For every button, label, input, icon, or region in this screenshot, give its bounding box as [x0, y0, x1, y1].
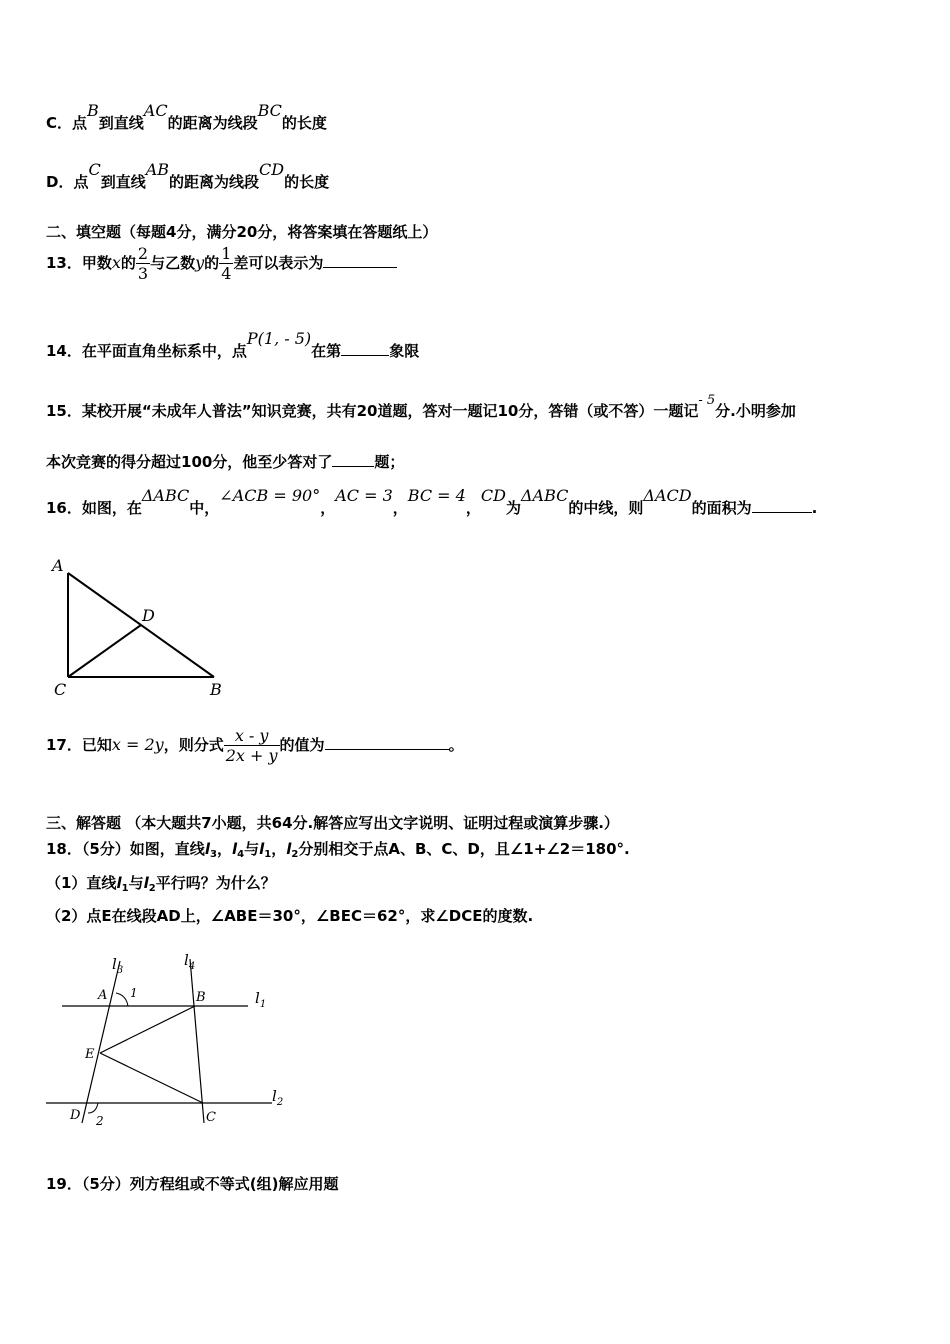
angle-2-arc	[88, 1103, 98, 1113]
label-c: C	[206, 1110, 216, 1125]
parallel-lines-figure	[40, 945, 300, 1150]
question-19: 19．（5分）列方程组或不等式(组)解应用题	[46, 1175, 339, 1193]
answer-blank[interactable]	[341, 355, 389, 356]
question-18-part-2: （2）点E在线段AD上，∠ABE＝30°，∠BEC＝62°，求∠DCE的度数.	[46, 907, 534, 925]
line-l4	[190, 959, 204, 1123]
label-a: A	[52, 556, 64, 575]
question-15-line-1: 15．某校开展“未成年人普法”知识竞赛，共有20道题，答对一题记10分，答错（或不答）一题记- 5分.小明参加	[46, 393, 796, 420]
answer-blank[interactable]	[325, 749, 449, 750]
label-d: D	[142, 606, 155, 625]
question-13: 13．甲数x的 $\frac{2}{3}$ 与乙数y的 $\frac{1}{4}$ 差可以表示为	[46, 244, 397, 283]
answer-blank[interactable]	[323, 267, 397, 268]
triangle-figure	[48, 555, 238, 700]
label-l1: $l_1$	[255, 989, 267, 1010]
label-b: B	[196, 990, 206, 1005]
section-3-heading: 三、解答题 （本大题共7小题，共64分.解答应写出文字说明、证明过程或演算步骤.）	[46, 814, 619, 832]
question-16: 16．如图，在ΔABC中，∠ACB = 90°，AC = 3，BC = 4，CD为ΔABC的中线，则ΔACD的面积为 .	[46, 486, 818, 517]
label-l3: $l_3$	[112, 955, 124, 976]
label-a: A	[98, 988, 108, 1003]
question-18: 18．（5分）如图，直线$l_3$，$l_4$与$l_1$，$l_2$分别相交于点A、B、C、D，且∠1+∠2＝180°.	[46, 840, 630, 860]
option-c: C．点B到直线AC的距离为线段BC的长度	[46, 101, 327, 132]
fraction-one-quarter: $\frac{1}{4}$	[221, 244, 232, 283]
label-angle-1: 1	[130, 986, 138, 1000]
segment-be	[100, 1006, 195, 1053]
label-angle-2: 2	[96, 1114, 104, 1128]
section-2-heading: 二、填空题（每题4分，满分20分，将答案填在答题纸上）	[46, 223, 438, 241]
question-14: 14．在平面直角坐标系中，点P(1, - 5)在第 象限	[46, 329, 420, 360]
fraction-two-thirds: $\frac{2}{3}$	[137, 244, 149, 283]
segment-ec	[100, 1053, 203, 1103]
label-b: B	[210, 680, 222, 699]
question-15-line-2: 本次竞赛的得分超过100分，他至少答对了 题；	[46, 453, 405, 471]
question-18-part-1: （1）直线$l_1$与$l_2$平行吗？为什么？	[46, 874, 276, 894]
label-l4: $l_4$	[184, 951, 196, 972]
option-d: D．点C到直线AB的距离为线段CD的长度	[46, 160, 330, 191]
fraction-expression: $\frac{x - y}{2x + y}$	[225, 726, 278, 765]
segment-cd	[68, 625, 141, 677]
label-l2: $l_2$	[272, 1087, 284, 1108]
line-l3	[82, 961, 120, 1123]
answer-blank[interactable]	[752, 512, 812, 513]
label-d: D	[70, 1108, 81, 1123]
label-c: C	[54, 680, 67, 699]
answer-blank[interactable]	[332, 466, 374, 467]
label-e: E	[85, 1047, 95, 1062]
question-17: 17．已知x = 2y，则分式 $\frac{x - y}{2x + y}$ 的值为 。	[46, 726, 464, 765]
angle-1-arc	[116, 993, 128, 1006]
